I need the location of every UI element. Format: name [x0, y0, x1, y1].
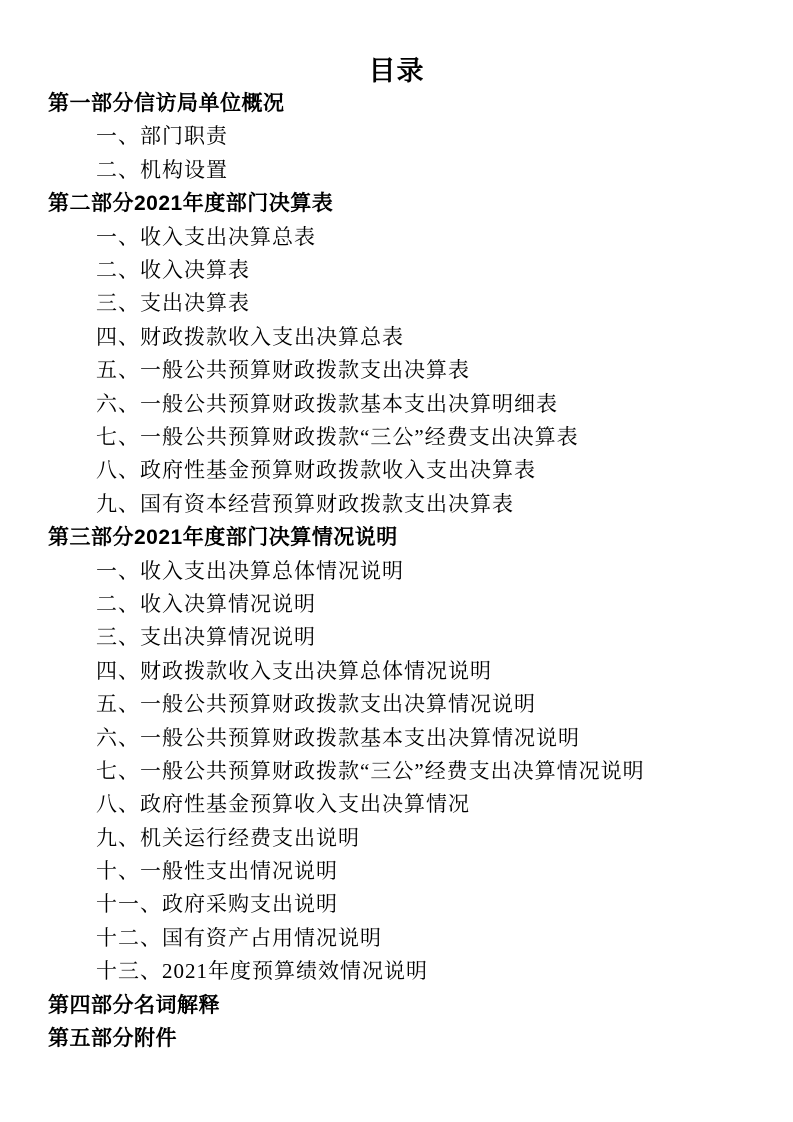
toc-item: 三、支出决算表: [96, 291, 250, 316]
toc-item: 四、财政拨款收入支出决算总表: [96, 324, 404, 349]
toc-item: 十二、国有资产占用情况说明: [96, 925, 382, 950]
toc-item: 六、一般公共预算财政拨款基本支出决算情况说明: [96, 725, 580, 750]
toc-item: 八、政府性基金预算财政拨款收入支出决算表: [96, 458, 536, 483]
section-heading-part4: 第四部分名词解释: [48, 993, 220, 1017]
toc-item: 七、一般公共预算财政拨款“三公”经费支出决算表: [96, 424, 579, 449]
section-heading-part3: 第三部分2021年度部门决算情况说明: [48, 526, 398, 550]
toc-item: 六、一般公共预算财政拨款基本支出决算明细表: [96, 391, 558, 416]
section-heading-part2: 第二部分2021年度部门决算表: [48, 192, 334, 216]
toc-item: 二、收入决算情况说明: [96, 591, 316, 616]
toc-item: 九、机关运行经费支出说明: [96, 825, 360, 850]
toc-item: 三、支出决算情况说明: [96, 625, 316, 650]
toc-item: 十一、政府采购支出说明: [96, 892, 338, 917]
toc-item: 一、收入支出决算总表: [96, 224, 316, 249]
toc-item: 二、收入决算表: [96, 258, 250, 283]
section-heading-part1: 第一部分信访局单位概况: [48, 92, 285, 116]
toc-item: 七、一般公共预算财政拨款“三公”经费支出决算情况说明: [96, 758, 645, 783]
toc-item: 五、一般公共预算财政拨款支出决算情况说明: [96, 692, 536, 717]
section-heading-part5: 第五部分附件: [48, 1027, 177, 1051]
page-title: 目录: [368, 56, 425, 87]
toc-item: 四、财政拨款收入支出决算总体情况说明: [96, 658, 492, 683]
toc-item: 二、机构设置: [96, 157, 228, 182]
toc-item: 十三、2021年度预算绩效情况说明: [96, 959, 428, 984]
toc-item: 八、政府性基金预算收入支出决算情况: [96, 792, 470, 817]
toc-item: 九、国有资本经营预算财政拨款支出决算表: [96, 491, 514, 516]
toc-item: 十、一般性支出情况说明: [96, 859, 338, 884]
toc-item: 一、部门职责: [96, 124, 228, 149]
toc-item: 一、收入支出决算总体情况说明: [96, 558, 404, 583]
toc-item: 五、一般公共预算财政拨款支出决算表: [96, 358, 470, 383]
